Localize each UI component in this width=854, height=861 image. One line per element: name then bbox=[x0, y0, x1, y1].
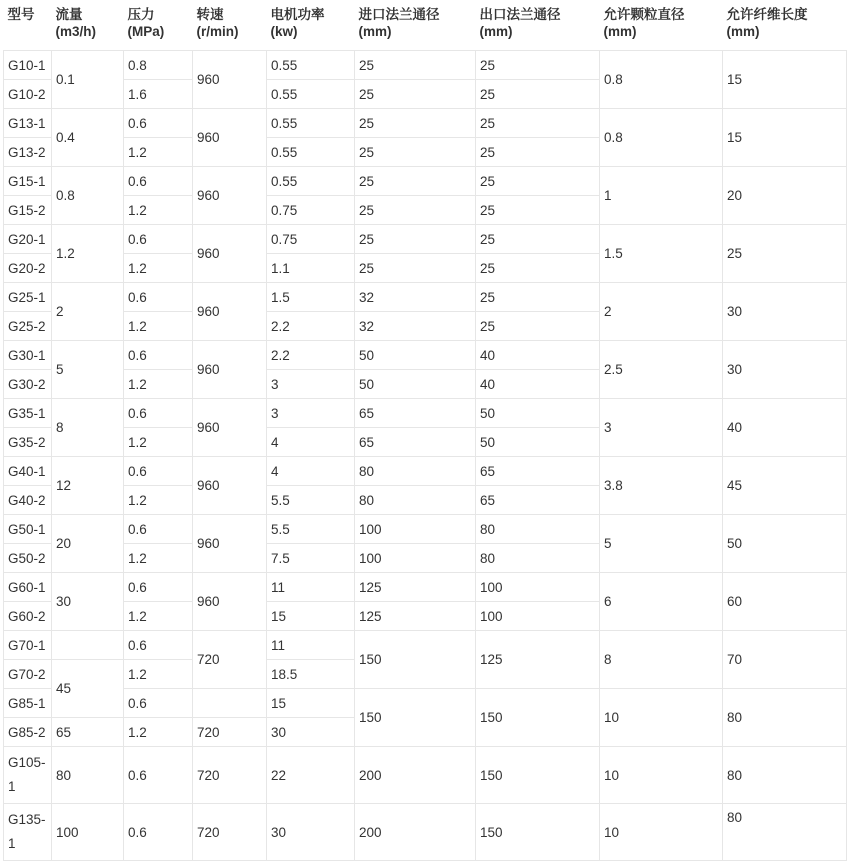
flow-cell: 20 bbox=[52, 515, 124, 573]
outlet-cell: 80 bbox=[476, 515, 600, 544]
outlet-cell: 25 bbox=[476, 254, 600, 283]
pressure-cell: 1.2 bbox=[124, 544, 193, 573]
header-fiber bbox=[723, 4, 847, 51]
header-outlet-text: 出口法兰通径 (mm) bbox=[479, 7, 561, 39]
power-cell: 0.55 bbox=[267, 167, 355, 196]
power-cell: 0.55 bbox=[267, 109, 355, 138]
particle-cell: 1 bbox=[600, 167, 723, 225]
inlet-cell: 25 bbox=[355, 80, 476, 109]
model-cell: G10-1 bbox=[4, 51, 52, 80]
power-cell: 30 bbox=[267, 804, 355, 861]
pressure-cell: 1.2 bbox=[124, 312, 193, 341]
inlet-cell: 25 bbox=[355, 225, 476, 254]
flow-cell: 0.8 bbox=[52, 167, 124, 225]
power-cell: 15 bbox=[267, 689, 355, 718]
flow-cell: 100 bbox=[52, 804, 124, 861]
speed-cell: 960 bbox=[193, 515, 267, 573]
power-cell: 11 bbox=[267, 631, 355, 660]
model-cell: G15-2 bbox=[4, 196, 52, 225]
fiber-cell: 60 bbox=[723, 573, 847, 631]
inlet-cell: 25 bbox=[355, 51, 476, 80]
outlet-cell: 40 bbox=[476, 370, 600, 399]
power-cell: 22 bbox=[267, 747, 355, 804]
particle-cell: 10 bbox=[600, 689, 723, 747]
pressure-cell: 0.6 bbox=[124, 341, 193, 370]
pressure-cell: 0.6 bbox=[124, 804, 193, 861]
model-cell: G105-1 bbox=[4, 747, 52, 804]
header-inlet bbox=[355, 4, 476, 51]
power-cell: 0.75 bbox=[267, 196, 355, 225]
pressure-cell: 0.6 bbox=[124, 167, 193, 196]
flow-cell: 8 bbox=[52, 399, 124, 457]
pressure-cell: 1.6 bbox=[124, 80, 193, 109]
speed-cell: 720 bbox=[193, 718, 267, 747]
speed-cell: 960 bbox=[193, 457, 267, 515]
fiber-cell: 15 bbox=[723, 109, 847, 167]
table-row bbox=[4, 689, 847, 718]
power-cell: 5.5 bbox=[267, 486, 355, 515]
pressure-cell: 1.2 bbox=[124, 428, 193, 457]
outlet-cell: 25 bbox=[476, 312, 600, 341]
particle-cell: 5 bbox=[600, 515, 723, 573]
pressure-cell: 1.2 bbox=[124, 254, 193, 283]
speed-cell: 960 bbox=[193, 167, 267, 225]
fiber-cell: 15 bbox=[723, 51, 847, 109]
model-cell: G35-1 bbox=[4, 399, 52, 428]
outlet-cell: 25 bbox=[476, 225, 600, 254]
pressure-cell: 0.8 bbox=[124, 51, 193, 80]
fiber-cell: 40 bbox=[723, 399, 847, 457]
speed-cell: 720 bbox=[193, 804, 267, 861]
header-flow-text: 流量 (m3/h) bbox=[55, 7, 96, 39]
pressure-cell: 0.6 bbox=[124, 109, 193, 138]
speed-cell: 720 bbox=[193, 631, 267, 689]
power-cell: 11 bbox=[267, 573, 355, 602]
header-model bbox=[4, 4, 52, 51]
flow-cell: 2 bbox=[52, 283, 124, 341]
header-inlet-text: 进口法兰通径 (mm) bbox=[358, 7, 440, 39]
particle-cell: 3.8 bbox=[600, 457, 723, 515]
power-cell: 1.5 bbox=[267, 283, 355, 312]
inlet-cell: 25 bbox=[355, 254, 476, 283]
table-header-row bbox=[4, 4, 847, 51]
outlet-cell: 150 bbox=[476, 804, 600, 861]
power-cell: 18.5 bbox=[267, 660, 355, 689]
header-pressure-text: 压力 (MPa) bbox=[127, 7, 165, 39]
power-cell: 4 bbox=[267, 457, 355, 486]
table-row bbox=[4, 747, 847, 804]
outlet-cell: 65 bbox=[476, 486, 600, 515]
flow-cell: 65 bbox=[52, 718, 124, 747]
header-particle bbox=[600, 4, 723, 51]
speed-cell: 960 bbox=[193, 109, 267, 167]
model-cell: G15-1 bbox=[4, 167, 52, 196]
pressure-cell: 1.2 bbox=[124, 660, 193, 689]
table-row bbox=[4, 167, 847, 196]
power-cell: 0.55 bbox=[267, 138, 355, 167]
particle-cell: 2 bbox=[600, 283, 723, 341]
pressure-cell: 0.6 bbox=[124, 515, 193, 544]
model-cell: G25-1 bbox=[4, 283, 52, 312]
model-cell: G135-1 bbox=[4, 804, 52, 861]
inlet-cell: 25 bbox=[355, 167, 476, 196]
outlet-cell: 80 bbox=[476, 544, 600, 573]
pressure-cell: 1.2 bbox=[124, 138, 193, 167]
outlet-cell: 40 bbox=[476, 341, 600, 370]
power-cell: 2.2 bbox=[267, 341, 355, 370]
particle-cell: 0.8 bbox=[600, 51, 723, 109]
outlet-cell: 25 bbox=[476, 80, 600, 109]
speed-cell-empty bbox=[193, 689, 267, 718]
pressure-cell: 1.2 bbox=[124, 486, 193, 515]
inlet-cell: 100 bbox=[355, 544, 476, 573]
power-cell: 4 bbox=[267, 428, 355, 457]
inlet-cell: 25 bbox=[355, 196, 476, 225]
model-cell: G20-2 bbox=[4, 254, 52, 283]
inlet-cell: 32 bbox=[355, 312, 476, 341]
fiber-cell: 25 bbox=[723, 225, 847, 283]
outlet-cell: 25 bbox=[476, 283, 600, 312]
header-pressure bbox=[124, 4, 193, 51]
power-cell: 0.75 bbox=[267, 225, 355, 254]
outlet-cell: 65 bbox=[476, 457, 600, 486]
pressure-cell: 1.2 bbox=[124, 196, 193, 225]
speed-cell: 960 bbox=[193, 399, 267, 457]
header-model-text: 型号 bbox=[7, 7, 35, 22]
model-cell: G50-1 bbox=[4, 515, 52, 544]
power-cell: 15 bbox=[267, 602, 355, 631]
pressure-cell: 0.6 bbox=[124, 573, 193, 602]
pressure-cell: 0.6 bbox=[124, 747, 193, 804]
inlet-cell: 25 bbox=[355, 109, 476, 138]
particle-cell: 10 bbox=[600, 747, 723, 804]
model-cell: G30-2 bbox=[4, 370, 52, 399]
flow-cell: 1.2 bbox=[52, 225, 124, 283]
table-row bbox=[4, 457, 847, 486]
inlet-cell: 150 bbox=[355, 631, 476, 689]
pressure-cell: 0.6 bbox=[124, 457, 193, 486]
outlet-cell: 125 bbox=[476, 631, 600, 689]
speed-cell: 960 bbox=[193, 341, 267, 399]
table-row bbox=[4, 631, 847, 660]
fiber-cell: 30 bbox=[723, 283, 847, 341]
flow-cell: 5 bbox=[52, 341, 124, 399]
table-row bbox=[4, 515, 847, 544]
model-cell: G13-2 bbox=[4, 138, 52, 167]
outlet-cell: 100 bbox=[476, 573, 600, 602]
model-cell: G50-2 bbox=[4, 544, 52, 573]
flow-cell-empty bbox=[52, 631, 124, 660]
flow-cell: 0.4 bbox=[52, 109, 124, 167]
power-cell: 3 bbox=[267, 370, 355, 399]
particle-cell: 0.8 bbox=[600, 109, 723, 167]
inlet-cell: 125 bbox=[355, 602, 476, 631]
header-flow bbox=[52, 4, 124, 51]
table-row bbox=[4, 399, 847, 428]
power-cell: 30 bbox=[267, 718, 355, 747]
inlet-cell: 25 bbox=[355, 138, 476, 167]
outlet-cell: 150 bbox=[476, 689, 600, 747]
outlet-cell: 50 bbox=[476, 428, 600, 457]
model-cell: G70-2 bbox=[4, 660, 52, 689]
inlet-cell: 65 bbox=[355, 399, 476, 428]
power-cell: 0.55 bbox=[267, 80, 355, 109]
particle-cell: 10 bbox=[600, 804, 723, 861]
inlet-cell: 65 bbox=[355, 428, 476, 457]
inlet-cell: 200 bbox=[355, 747, 476, 804]
inlet-cell: 80 bbox=[355, 457, 476, 486]
header-speed-text: 转速 (r/min) bbox=[196, 7, 239, 39]
inlet-cell: 50 bbox=[355, 370, 476, 399]
outlet-cell: 25 bbox=[476, 109, 600, 138]
header-fiber-text: 允许纤维长度 (mm) bbox=[726, 7, 808, 39]
pressure-cell: 0.6 bbox=[124, 399, 193, 428]
inlet-cell: 50 bbox=[355, 341, 476, 370]
pressure-cell: 0.6 bbox=[124, 689, 193, 718]
flow-cell: 80 bbox=[52, 747, 124, 804]
fiber-cell: 80 bbox=[723, 804, 847, 861]
speed-cell: 960 bbox=[193, 225, 267, 283]
fiber-cell: 45 bbox=[723, 457, 847, 515]
speed-cell: 960 bbox=[193, 283, 267, 341]
inlet-cell: 125 bbox=[355, 573, 476, 602]
outlet-cell: 25 bbox=[476, 51, 600, 80]
fiber-cell: 20 bbox=[723, 167, 847, 225]
power-cell: 0.55 bbox=[267, 51, 355, 80]
speed-cell: 960 bbox=[193, 573, 267, 631]
outlet-cell: 100 bbox=[476, 602, 600, 631]
outlet-cell: 25 bbox=[476, 167, 600, 196]
header-particle-text: 允许颗粒直径 (mm) bbox=[603, 7, 685, 39]
power-cell: 1.1 bbox=[267, 254, 355, 283]
fiber-cell: 30 bbox=[723, 341, 847, 399]
fiber-cell: 50 bbox=[723, 515, 847, 573]
model-cell: G10-2 bbox=[4, 80, 52, 109]
pressure-cell: 1.2 bbox=[124, 370, 193, 399]
model-cell: G25-2 bbox=[4, 312, 52, 341]
header-outlet bbox=[476, 4, 600, 51]
flow-cell: 12 bbox=[52, 457, 124, 515]
pressure-cell: 1.2 bbox=[124, 602, 193, 631]
header-speed bbox=[193, 4, 267, 51]
power-cell: 3 bbox=[267, 399, 355, 428]
speed-cell: 720 bbox=[193, 747, 267, 804]
pressure-cell: 0.6 bbox=[124, 283, 193, 312]
model-cell: G85-2 bbox=[4, 718, 52, 747]
table-row bbox=[4, 51, 847, 80]
particle-cell: 6 bbox=[600, 573, 723, 631]
flow-cell: 30 bbox=[52, 573, 124, 631]
particle-cell: 3 bbox=[600, 399, 723, 457]
model-cell: G70-1 bbox=[4, 631, 52, 660]
table-row bbox=[4, 573, 847, 602]
particle-cell: 1.5 bbox=[600, 225, 723, 283]
pump-spec-table bbox=[3, 4, 847, 861]
table-row bbox=[4, 341, 847, 370]
inlet-cell: 150 bbox=[355, 689, 476, 747]
outlet-cell: 25 bbox=[476, 196, 600, 225]
model-cell: G35-2 bbox=[4, 428, 52, 457]
particle-cell: 2.5 bbox=[600, 341, 723, 399]
model-cell: G40-1 bbox=[4, 457, 52, 486]
outlet-cell: 150 bbox=[476, 747, 600, 804]
inlet-cell: 80 bbox=[355, 486, 476, 515]
table-row bbox=[4, 283, 847, 312]
pressure-cell: 0.6 bbox=[124, 225, 193, 254]
particle-cell: 8 bbox=[600, 631, 723, 689]
flow-cell: 0.1 bbox=[52, 51, 124, 109]
inlet-cell: 32 bbox=[355, 283, 476, 312]
fiber-cell: 80 bbox=[723, 689, 847, 747]
header-power-text: 电机功率 (kw) bbox=[270, 7, 325, 39]
table-body bbox=[4, 51, 847, 861]
model-cell: G40-2 bbox=[4, 486, 52, 515]
pressure-cell: 1.2 bbox=[124, 718, 193, 747]
table-row bbox=[4, 109, 847, 138]
outlet-cell: 50 bbox=[476, 399, 600, 428]
model-cell: G85-1 bbox=[4, 689, 52, 718]
pressure-cell: 0.6 bbox=[124, 631, 193, 660]
outlet-cell: 25 bbox=[476, 138, 600, 167]
power-cell: 5.5 bbox=[267, 515, 355, 544]
speed-cell: 960 bbox=[193, 51, 267, 109]
model-cell: G30-1 bbox=[4, 341, 52, 370]
header-power bbox=[267, 4, 355, 51]
power-cell: 2.2 bbox=[267, 312, 355, 341]
fiber-cell: 80 bbox=[723, 747, 847, 804]
model-cell: G20-1 bbox=[4, 225, 52, 254]
flow-cell: 45 bbox=[52, 660, 124, 718]
inlet-cell: 200 bbox=[355, 804, 476, 861]
table-row bbox=[4, 804, 847, 861]
inlet-cell: 100 bbox=[355, 515, 476, 544]
model-cell: G13-1 bbox=[4, 109, 52, 138]
power-cell: 7.5 bbox=[267, 544, 355, 573]
model-cell: G60-2 bbox=[4, 602, 52, 631]
table-row bbox=[4, 225, 847, 254]
fiber-cell: 70 bbox=[723, 631, 847, 689]
model-cell: G60-1 bbox=[4, 573, 52, 602]
